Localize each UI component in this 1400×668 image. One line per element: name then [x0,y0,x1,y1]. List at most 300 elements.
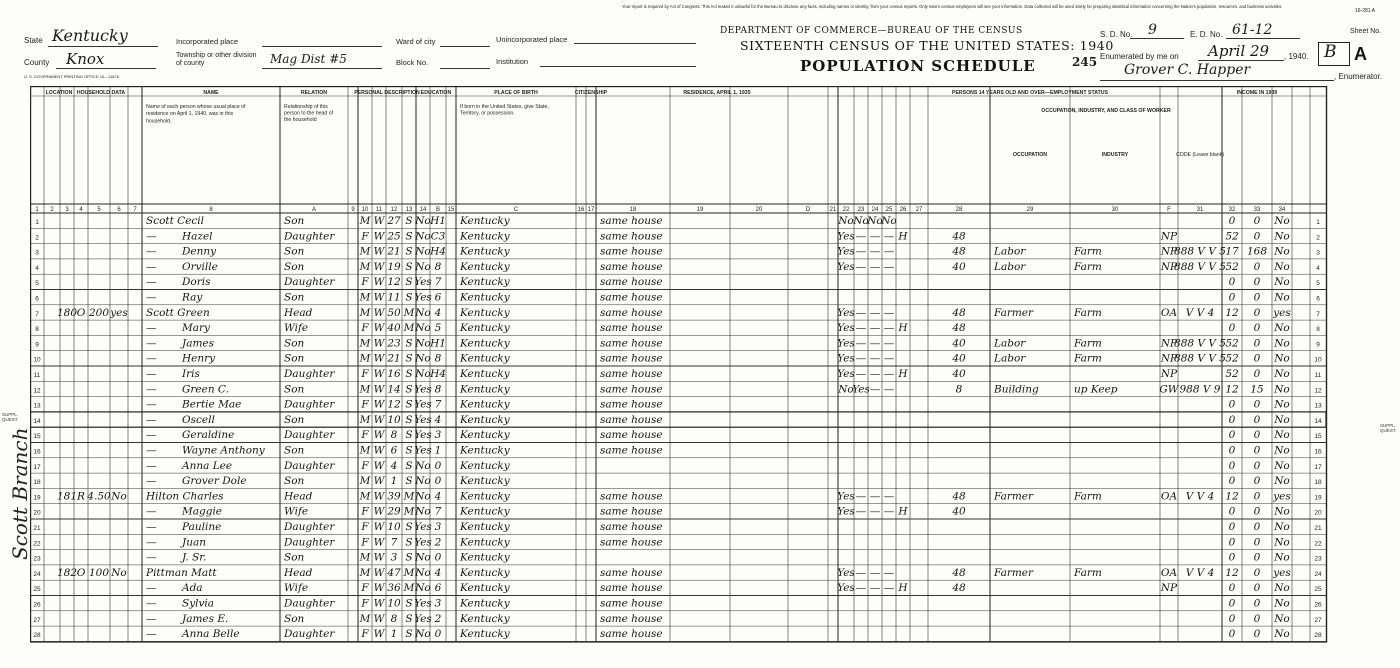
cell-birth: Kentucky [460,291,510,304]
grid-lines [30,86,1327,642]
cell-c21: Yes [837,490,855,503]
cell-value: No [111,490,127,503]
cell-res: same house [600,505,663,518]
cell-occ: Farmer [994,490,1034,503]
cell-oth: No [1274,536,1290,549]
cell-weeks: 48 [952,322,966,335]
table-row [33,552,1322,564]
table-row [35,230,1320,242]
cell-own: 200 [88,306,110,319]
cell-age: 21 [387,352,401,365]
cell-sex: F [361,459,369,472]
cell-res: same house [600,306,663,319]
cell-mar: S [405,276,413,289]
cell-age: 29 [387,505,401,518]
cell-wk: 0 [1228,413,1236,426]
unincorporated-label: Unincorporated place [496,35,568,44]
enumerated-date: April 29 [1208,42,1270,60]
table-row [33,399,1322,411]
cell-name: J. Sr. [182,551,207,564]
cell-wk: 52 [1225,230,1239,243]
cell-sex: M [359,444,371,457]
column-number: 26 [899,207,907,213]
cell-rel: Son [284,612,305,625]
line-number-right: 9 [1316,341,1320,349]
cell-grade: 3 [434,521,442,534]
svg-text:person to the head of: person to the head of [284,110,334,117]
cell-sex: M [359,260,371,273]
cell-race: W [373,628,385,641]
cell-c23: — [869,566,881,579]
cell-name: Scott Green [146,306,210,319]
cell-race: W [373,475,385,488]
cell-race: W [373,306,385,319]
cell-mar: S [405,245,413,258]
cell-c22: — [855,230,867,243]
line-number: 24 [33,570,41,578]
ward-label: Ward of city [396,37,436,46]
cell-c24: — [883,352,895,365]
column-number: C [513,207,519,213]
cell-birth: Kentucky [460,551,510,564]
cell-ind: Farm [1074,306,1102,319]
line-number-right: 13 [1314,402,1322,410]
cell-mar: M [403,582,415,595]
surname-dash: — [146,612,157,625]
cell-c25: H [898,505,908,518]
cell-birth: Kentucky [460,628,510,641]
line-number: 10 [33,356,41,364]
cell-oth: No [1274,612,1290,625]
cell-c22: — [855,245,867,258]
cell-name: Ray [182,291,203,304]
svg-text:household.: household. [146,118,172,125]
cell-oth: No [1274,444,1290,457]
cell-res: same house [600,383,663,396]
cell-race: W [373,368,385,381]
cell-sch: Yes [414,413,432,426]
cell-sch: No [415,215,431,228]
cell-cls: NP [1160,230,1178,243]
surname-dash: — [146,521,157,534]
line-number: 27 [33,616,41,624]
cell-sex: F [361,322,369,335]
cell-mar: S [405,612,413,625]
incorporated-label: Incorporated place [176,37,239,46]
cell-grade: 4 [434,413,442,426]
column-number: 29 [1026,207,1034,213]
cell-name: Denny [182,245,217,258]
cell-wages: 0 [1253,566,1261,579]
cell-sex: F [361,536,369,549]
cell-c21: Yes [837,368,855,381]
relation-instructions [284,104,334,123]
cell-code: 888 V V 5 [1174,245,1226,258]
cell-sex: M [359,337,371,350]
cell-sch: No [415,337,431,350]
line-number: 18 [33,479,41,487]
cell-ind: Farm [1074,352,1102,365]
cell-weeks: 40 [952,505,966,518]
cell-name: Iris [182,368,200,381]
cell-age: 3 [390,551,398,564]
cell-race: W [373,490,385,503]
cell-cls: NP [1160,582,1178,595]
cell-wk: 0 [1228,459,1236,472]
table-row [35,307,1320,319]
cell-occ: Labor [994,260,1026,273]
cell-code: V V 4 [1185,490,1215,503]
line-number-right: 11 [1314,372,1322,380]
cell-wk: 0 [1228,444,1236,457]
cell-rel: Son [284,551,305,564]
cell-mar: S [405,597,413,610]
cell-cls: NP [1160,260,1178,273]
table-row [33,613,1322,625]
cell-c23: — [869,352,881,365]
line-number-right: 20 [1314,509,1322,517]
cell-race: W [373,260,385,273]
cell-sex: F [361,521,369,534]
cell-birth: Kentucky [460,276,510,289]
county-label: County [24,58,50,67]
surname-dash: — [146,368,157,381]
cell-oth: No [1274,413,1290,426]
cell-wages: 0 [1253,551,1261,564]
cell-mar: M [403,566,415,579]
cell-wk: 0 [1228,429,1236,442]
column-number: 31 [1196,207,1204,213]
column-number: 6 [117,207,121,213]
cell-age: 23 [387,337,401,350]
column-number: 7 [133,207,137,213]
line-number: 19 [33,494,41,502]
cell-sch: No [415,628,431,641]
cell-num: R [77,490,85,503]
cell-name: Juan [182,536,206,549]
cell-c23: — [869,337,881,350]
cell-mar: S [405,398,413,411]
cell-wk: 52 [1225,368,1239,381]
cell-rel: Daughter [284,628,335,641]
cell-sex: F [361,276,369,289]
cell-age: 50 [387,306,401,319]
line-number: 14 [33,417,41,425]
cell-weeks: 40 [952,337,966,350]
cell-wages: 0 [1253,521,1261,534]
surname-dash: — [146,352,157,365]
cell-birth: Kentucky [460,505,510,518]
cell-mar: S [405,368,413,381]
cell-wages: 0 [1253,612,1261,625]
group-head: CITIZENSHIP [574,90,608,96]
cell-value: No [111,566,127,579]
cell-rel: Wife [284,505,309,518]
cell-name: Hazel [182,230,213,243]
cell-c22: — [855,306,867,319]
cell-weeks: 40 [952,352,966,365]
cell-race: W [373,383,385,396]
cell-sch: Yes [414,612,432,625]
cell-c21: No [838,215,854,228]
cell-birth: Kentucky [460,260,510,273]
cell-sch: Yes [414,536,432,549]
cell-res: same house [600,398,663,411]
enumerator-name: Grover C. Happer [1124,62,1251,78]
surname-dash: — [146,505,157,518]
cell-c24: — [883,582,895,595]
cell-mar: M [403,490,415,503]
cell-race: W [373,276,385,289]
cell-c21: Yes [837,306,855,319]
cell-age: 1 [390,475,398,488]
cell-weeks: 8 [955,383,963,396]
cell-wk: 0 [1228,475,1236,488]
cell-wages: 0 [1253,459,1261,472]
cell-name: Henry [182,352,216,365]
cell-code: V V 4 [1185,306,1215,319]
column-number: 2 [50,207,54,213]
cell-c24: — [883,245,895,258]
cell-res: same house [600,612,663,625]
cell-grade: 7 [434,505,442,518]
cell-weeks: 48 [952,306,966,319]
cell-name: Wayne Anthony [182,444,265,457]
state-label: State [24,36,43,45]
cell-sex: F [361,582,369,595]
cell-ind: Farm [1074,260,1102,273]
form-number: 16-281 A [1355,8,1376,14]
name-instructions [146,104,246,124]
cell-c23: — [869,383,881,396]
cell-rel: Daughter [284,459,335,472]
column-number: 14 [419,207,427,213]
cell-age: 36 [387,582,401,595]
cell-birth: Kentucky [460,337,510,350]
cell-name: Pauline [182,521,222,534]
cell-sex: M [359,245,371,258]
cell-name: Scott Cecil [146,215,205,228]
column-number: 1 [35,207,39,213]
cell-c24: — [883,490,895,503]
line-number: 6 [35,295,39,303]
cell-sch: Yes [414,383,432,396]
cell-age: 6 [390,444,398,457]
printing-note: U. S. GOVERNMENT PRINTING OFFICE 16—11876 [24,74,119,79]
cell-c24: — [883,306,895,319]
cell-age: 25 [387,230,401,243]
cell-mar: S [405,628,413,641]
cell-wages: 0 [1253,628,1261,641]
cell-birth: Kentucky [460,245,510,258]
cell-birth: Kentucky [460,215,510,228]
group-head: HOUSEHOLD DATA [76,90,126,96]
svg-text:Name of each person whose usua: Name of each person whose usual place of [146,104,246,110]
cell-res: same house [600,215,663,228]
cell-sch: No [415,260,431,273]
cell-grade: 4 [434,306,442,319]
cell-own: 100 [88,566,110,579]
cell-oth: No [1274,582,1290,595]
cell-rel: Head [284,306,313,319]
cell-code: 888 V V 5 [1174,337,1226,350]
cell-mar: S [405,413,413,426]
cell-rel: Son [284,413,305,426]
cell-occ: Farmer [994,566,1034,579]
cell-c24: — [883,383,895,396]
cell-oth: No [1274,459,1290,472]
surname-dash: — [146,536,157,549]
cell-wk: 0 [1228,521,1236,534]
cell-c22: — [855,322,867,335]
line-number-right: 15 [1314,433,1322,441]
cell-oth: No [1274,551,1290,564]
cell-cls: OA [1160,490,1178,503]
cell-rel: Head [284,490,313,503]
cell-wages: 0 [1253,306,1261,319]
cell-wk: 0 [1228,582,1236,595]
line-number-right: 19 [1314,494,1322,502]
cell-sch: Yes [414,597,432,610]
cell-sex: M [359,383,371,396]
cell-race: W [373,337,385,350]
cell-oth: No [1274,368,1290,381]
cell-wages: 0 [1253,582,1261,595]
cell-cls: NP [1160,245,1178,258]
column-number: 10 [361,207,369,213]
surname-dash: — [146,276,157,289]
table-row [33,536,1322,548]
surname-dash: — [146,551,157,564]
cell-name: Oscell [182,413,215,426]
cell-code: 988 V 9 [1179,383,1221,396]
cell-mar: S [405,536,413,549]
cell-age: 8 [390,429,398,442]
cell-wk: 0 [1228,628,1236,641]
cell-wages: 0 [1253,230,1261,243]
column-number: A [311,207,317,213]
cell-mar: S [405,459,413,472]
cell-name: James [182,337,215,350]
cell-wages: 0 [1253,291,1261,304]
cell-grade: H4 [430,245,446,258]
code-head: CODE (Leave blank) [1176,152,1224,158]
group-head: RESIDENCE, APRIL 1, 1935 [683,90,751,96]
cell-sex: M [359,306,371,319]
table-row [35,292,1320,304]
cell-grade: 7 [434,398,442,411]
line-number: 5 [35,280,39,288]
cell-sch: No [415,306,431,319]
cell-grade: C3 [430,230,446,243]
cell-c23: — [869,245,881,258]
cell-grade: 7 [434,276,442,289]
table-row [33,353,1322,365]
cell-wages: 0 [1253,490,1261,503]
cell-grade: 0 [434,459,442,472]
cell-oth: No [1274,628,1290,641]
cell-res: same house [600,322,663,335]
cell-sch: No [415,459,431,472]
cell-sch: No [415,230,431,243]
cell-occ: Farmer [994,306,1034,319]
table-row [33,506,1322,518]
cell-sch: Yes [414,429,432,442]
cell-sch: No [415,245,431,258]
cell-weeks: 48 [952,230,966,243]
line-number-right: 1 [1316,219,1320,227]
column-number: 27 [915,207,923,213]
suppl-quest-left: SUPPL. QUEST. [2,412,19,422]
column-number: 5 [97,207,101,213]
line-number: 9 [35,341,39,349]
cell-sex: M [359,215,371,228]
cell-c22: — [855,505,867,518]
cell-ind: up Keep [1074,383,1118,396]
cell-res: same house [600,230,663,243]
cell-sch: No [415,490,431,503]
cell-wages: 0 [1253,322,1261,335]
column-number: 4 [79,207,83,213]
cell-age: 40 [387,322,401,335]
cell-grade: 0 [434,475,442,488]
county-value: Knox [66,50,105,68]
cell-oth: No [1274,276,1290,289]
cell-occ: Labor [994,352,1026,365]
cell-wages: 0 [1253,536,1261,549]
cell-mar: S [405,260,413,273]
line-number-right: 18 [1314,479,1322,487]
column-number: 32 [1228,207,1236,213]
cell-wages: 0 [1253,337,1261,350]
cell-rel: Daughter [284,536,335,549]
cell-res: same house [600,490,663,503]
cell-sch: No [415,322,431,335]
cell-mar: S [405,475,413,488]
line-number: 3 [35,249,39,257]
column-number: 33 [1253,207,1261,213]
line-number: 8 [35,326,39,334]
cell-birth: Kentucky [460,398,510,411]
cell-age: 12 [387,276,401,289]
column-number: 24 [871,207,879,213]
cell-house: 182 [56,566,78,579]
svg-text:Territory, or possession.: Territory, or possession. [460,110,515,117]
group-head: PERSONAL DESCRIPTION [354,90,420,96]
cell-oth: No [1274,215,1290,228]
cell-c23: — [869,230,881,243]
cell-race: W [373,413,385,426]
column-number: 15 [447,207,455,213]
cell-oth: No [1274,383,1290,396]
cell-birth: Kentucky [460,230,510,243]
cell-race: W [373,505,385,518]
table-row [35,246,1320,258]
institution-label: Institution [496,57,529,66]
enumerated-year: , 1940. [1284,52,1309,61]
cell-race: W [373,245,385,258]
cell-rel: Wife [284,322,309,335]
cell-wk: 12 [1225,490,1239,503]
suppl-quest-right: SUPPL. QUEST. [1380,423,1397,433]
cell-num: O [76,306,86,319]
line-number-right: 17 [1314,463,1322,471]
cell-c23: — [869,582,881,595]
cell-sch: Yes [414,398,432,411]
surname-dash: — [146,413,157,426]
cell-oth: No [1274,398,1290,411]
sheet-no-value: B [1324,42,1337,62]
